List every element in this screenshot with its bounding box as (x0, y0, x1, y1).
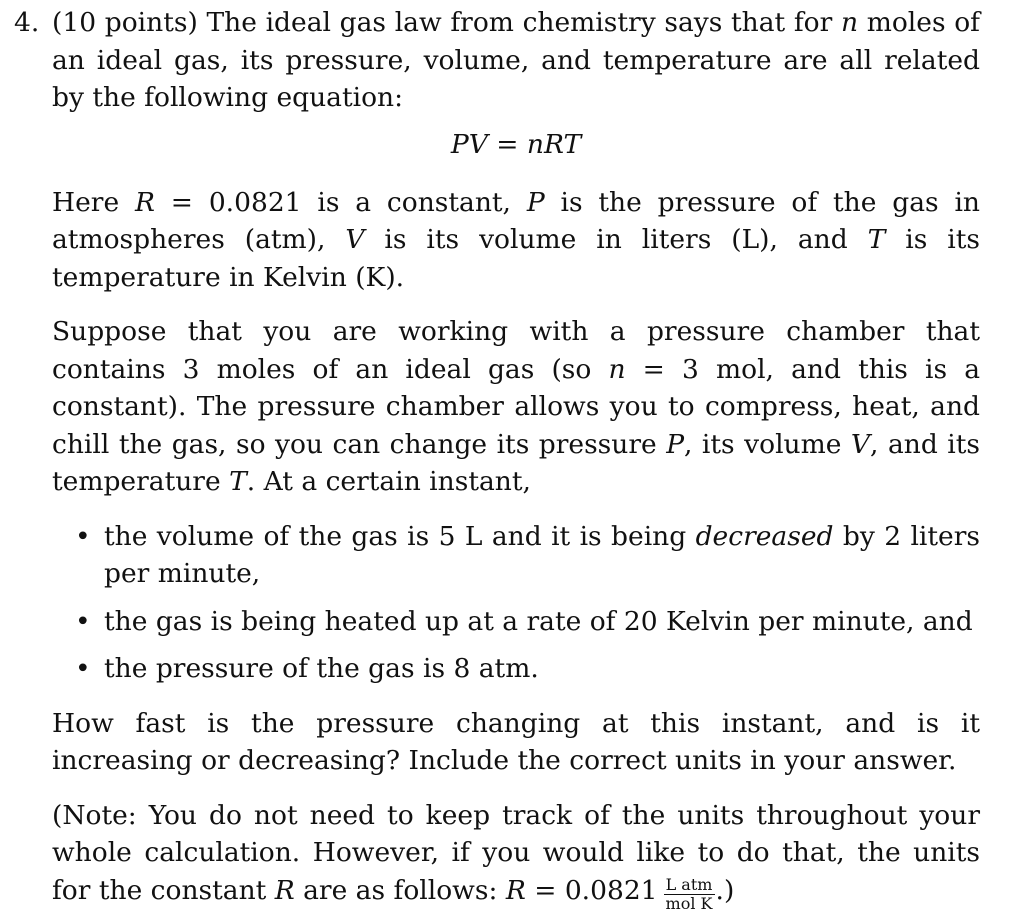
problem-body (52, 4, 980, 913)
note-paragraph: (Note: You do not need to keep track of the units throughout your whole calculation. However, if you would like to do that, the units for the constant R are as follows: R = 0.0821 $\frac{\text{L atm}}{\text{mol K}}$ .) (52, 799, 980, 913)
question-paragraph: How fast is the pressure changing at this instant, and is it increasing or decreasing? Include the correct units in your answer. (52, 707, 980, 776)
intro-paragraph: (10 points) The ideal gas law from chemistry says that for n moles of an ideal gas, its pressure, volume, and temperature are all related by the following equation: (52, 7, 980, 113)
list-item: • the pressure of the gas is 8 atm. (104, 650, 980, 688)
ideal-gas-equation: PV = nRT (450, 128, 582, 160)
problem-number: 4. (14, 7, 40, 38)
fraction-denominator: mol K (665, 893, 713, 913)
list-item: • the volume of the gas is 5 L and it is being decreased by 2 liters per minute, (104, 518, 980, 593)
definitions-paragraph: Here R = 0.0821 is a constant, P is the pressure of the gas in atmospheres (atm), V is its volume in liters (L), and T is its temperature in Kelvin (K). (52, 186, 980, 293)
problem-4 (14, 4, 980, 913)
fraction-numerator: L atm (664, 876, 715, 895)
points-label: (10 points) (52, 7, 198, 38)
conditions-list (52, 518, 980, 688)
list-item: • the gas is being heated up at a rate of 20 Kelvin per minute, and (104, 603, 980, 641)
scenario-paragraph: Suppose that you are working with a pressure chamber that contains 3 moles of an ideal gas (so n = 3 mol, and this is a constant). The pressure chamber allows you to compress, heat, and chill the gas, so you can change its pressure P, its volume V, and its temperature T. At a certain instant, (52, 316, 980, 497)
units-fraction (664, 876, 715, 913)
problem-page (14, 4, 980, 913)
